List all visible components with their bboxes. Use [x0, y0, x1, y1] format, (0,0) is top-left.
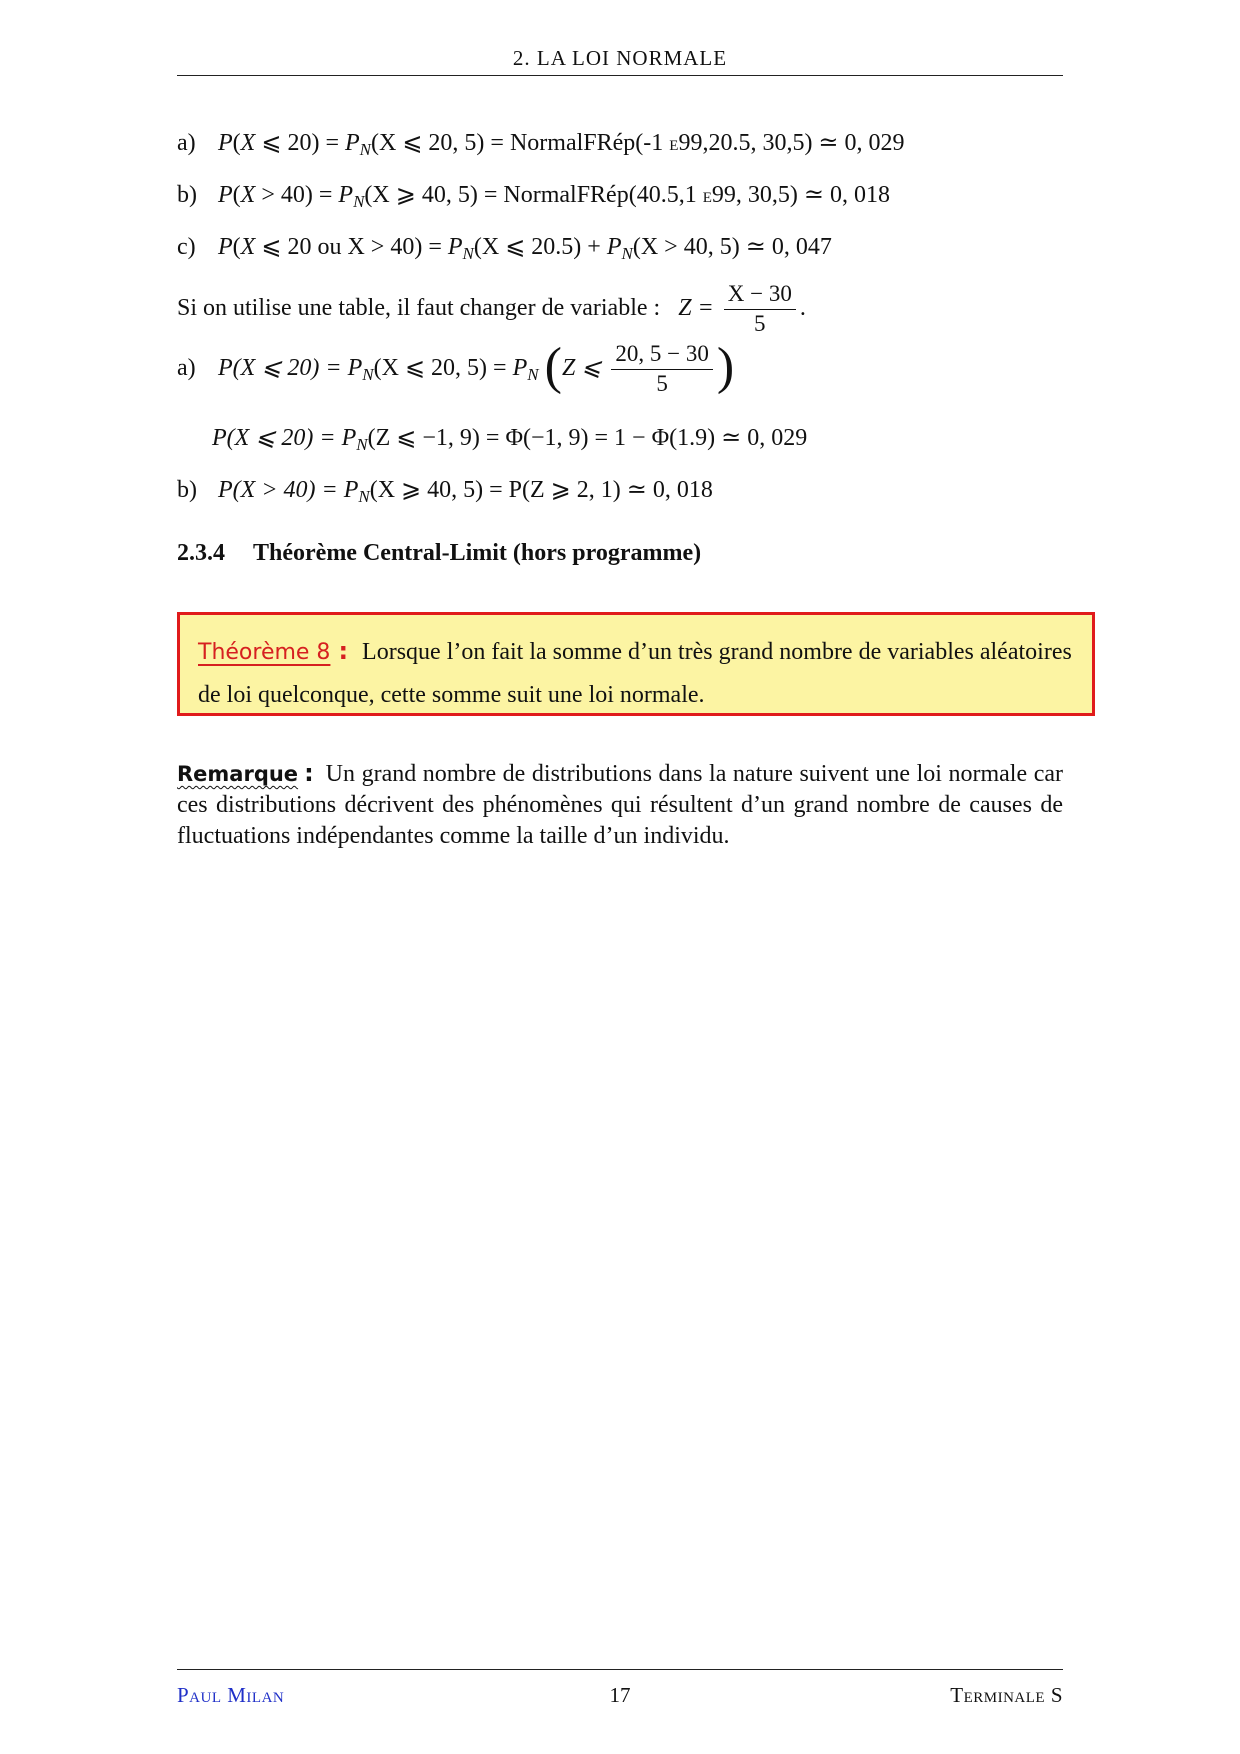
pn-symbol: P: [338, 182, 354, 208]
author-name: Paul Milan: [177, 1683, 285, 1707]
change-variable-line: [177, 280, 806, 339]
exponent-e: E: [702, 190, 712, 206]
relation-2: (X ⩾ 40, 5) = NormalFRép(40.5,1: [364, 182, 697, 208]
var-x: X: [240, 234, 256, 260]
relation: ⩽ 20 ou X > 40) =: [261, 234, 448, 260]
pn-symbol: P: [341, 425, 357, 451]
pn-symbol-2: P: [606, 234, 622, 260]
remark-text: Un grand nombre de distributions dans la nature suivent une loi normale car ces distributions décrivent des phénomènes qui résultent d’un grand nombre de causes de fluctuations indépendantes comme la taille d’un individu.: [177, 761, 1063, 849]
change-variable-text: Si on utilise une table, il faut changer de variable :: [177, 294, 661, 321]
section-number: 2.3.4: [177, 540, 225, 566]
theorem-label: Théorème 8: [198, 640, 331, 665]
pn-symbol: P: [344, 130, 360, 156]
item-label: b): [177, 182, 197, 208]
header-rule: [177, 75, 1063, 76]
fraction-numerator: 20, 5 − 30: [611, 340, 712, 370]
theorem-colon: :: [338, 637, 349, 665]
rest: (X ⩾ 40, 5) = P(Z ⩾ 2, 1) ≃ 0, 018: [369, 477, 713, 503]
fraction-numerator: X − 30: [724, 280, 796, 310]
pn-subscript-2: N: [527, 365, 539, 385]
var-x: X: [240, 182, 256, 208]
pn-subscript: N: [358, 487, 370, 506]
lhs: P(X > 40) =: [218, 477, 344, 503]
lhs: P(X ⩽ 20) =: [218, 355, 348, 382]
prob-symbol: P: [218, 130, 233, 156]
pn-subscript-2: N: [621, 244, 633, 263]
relation: > 40) =: [261, 182, 339, 208]
item-label: b): [177, 477, 197, 503]
lhs: P(X ⩽ 20) =: [212, 425, 342, 451]
table-line-b: [177, 475, 713, 507]
middle: (X ⩽ 20, 5) =: [373, 355, 513, 382]
section-heading: [177, 540, 701, 567]
table-line-a2: [212, 423, 807, 455]
close-paren: ): [716, 338, 735, 395]
rest: 99,20.5, 30,5) ≃ 0, 029: [678, 130, 905, 156]
pn-subscript: N: [356, 435, 368, 454]
pn-subscript: N: [359, 140, 371, 159]
item-label: c): [177, 234, 196, 260]
rest: (Z ⩽ −1, 9) = Φ(−1, 9) = 1 − Φ(1.9) ≃ 0, 029: [367, 425, 808, 451]
remark-paragraph: [177, 758, 1063, 852]
calc-line-b: b) $P(X > 40) = P_N(X$ ⩾ 40, 5) = NormalFRép(40.5,1 E99, 30,5) ≃ 0, 018: [177, 182, 890, 211]
open-paren: (: [544, 338, 562, 395]
footer-class: [950, 1683, 1063, 1708]
pn-subscript: N: [362, 365, 374, 385]
pn-symbol: P: [343, 477, 359, 503]
theorem-content: [198, 630, 1078, 716]
calc-line-a: a) P(X ⩽ $20) = P_N(X$ ⩽ 20, 5) = NormalFRép(-1 E99,20.5, 30,5) ≃ 0, 029: [177, 130, 905, 159]
z-equals: Z =: [678, 294, 714, 321]
class-name: Terminale S: [950, 1683, 1063, 1707]
rest: (X > 40, 5) ≃ 0, 047: [632, 234, 832, 260]
remark-label: Remarque: [177, 762, 299, 786]
pn-symbol: P: [447, 234, 463, 260]
relation: ⩽ 20) =: [261, 130, 345, 156]
var-x: X: [240, 130, 256, 156]
prob-symbol: P: [218, 182, 233, 208]
section-title: Théorème Central-Limit (hors programme): [253, 540, 702, 566]
standardize-fraction: [611, 340, 712, 399]
calc-line-c: c) P(X ⩽ 20 ou $X > 40) = P_N(X$ ⩽ $20.5) + P_N(X > 40$, 5) ≃ 0, 047: [177, 234, 832, 263]
pn-symbol: P: [347, 355, 363, 382]
pn-subscript: N: [353, 192, 365, 211]
relation-2: (X ⩽ 20, 5) = NormalFRép(-1: [371, 130, 664, 156]
running-header: 2. LA LOI NORMALE: [512, 46, 728, 70]
z-fraction: [724, 280, 796, 339]
fraction-denominator: 5: [754, 310, 766, 336]
rest: 99, 30,5) ≃ 0, 018: [711, 182, 890, 208]
period: .: [799, 294, 806, 321]
prob-symbol: P: [218, 234, 233, 260]
relation-2: (X ⩽ 20.5) +: [473, 234, 607, 260]
footer-rule: [177, 1669, 1063, 1670]
page-number: 17: [609, 1683, 631, 1707]
pn-symbol-2: P: [512, 355, 528, 382]
item-label: a): [177, 355, 196, 382]
theorem-text: Lorsque l’on fait la somme d’un très grand nombre de variables aléatoires de loi quelconque, cette somme suit une loi normale.: [198, 639, 1072, 708]
item-label: a): [177, 130, 196, 156]
fraction-denominator: 5: [656, 371, 668, 396]
theorem-box: [177, 612, 1095, 716]
pn-subscript: N: [462, 244, 474, 263]
remark-colon: :: [304, 759, 314, 787]
exponent-e: E: [669, 138, 679, 154]
inner-z: Z ⩽: [561, 355, 602, 382]
table-line-a: [177, 340, 734, 399]
